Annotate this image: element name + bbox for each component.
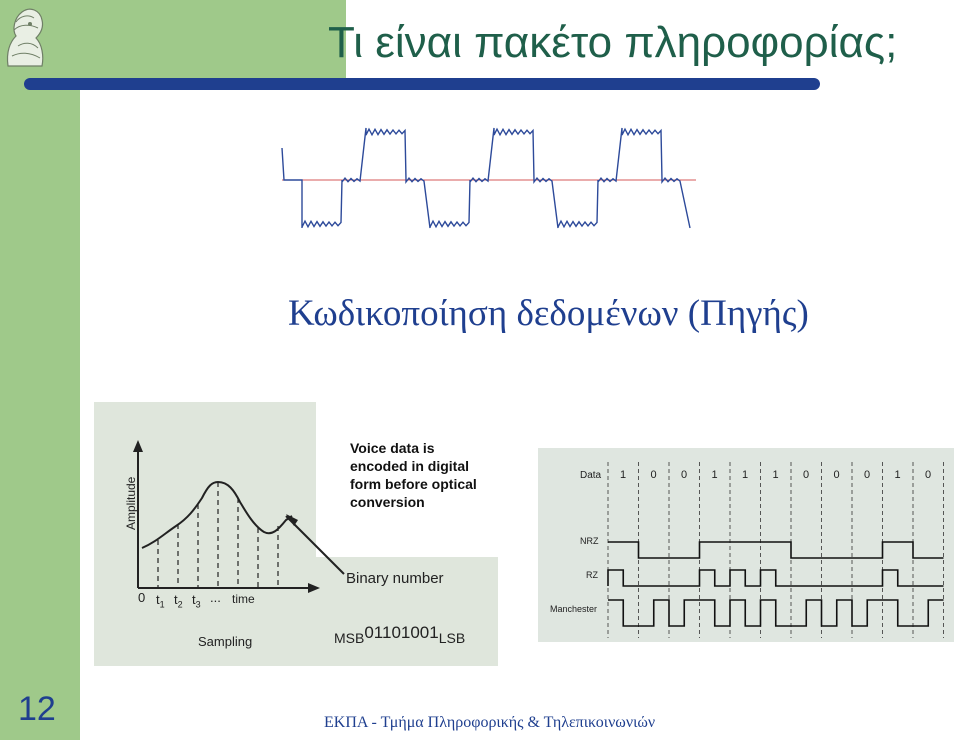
rz-waveform: [608, 570, 944, 586]
footer-text: ΕΚΠΑ - Τμήμα Πληροφορικής & Τηλεπικοινωνιών: [324, 714, 656, 731]
data-bit: 0: [833, 469, 840, 481]
data-bit: 1: [772, 469, 779, 481]
caption-line: Voice data is: [350, 440, 435, 456]
time-tick-letter: t: [174, 592, 178, 607]
caption-line: conversion: [350, 494, 425, 510]
caption-line: form before optical: [350, 476, 477, 492]
nrz-waveform: [608, 542, 944, 558]
time-tick-t3: [192, 592, 201, 610]
page-number: 12: [18, 690, 56, 728]
time-tick-subscript: 2: [177, 599, 183, 610]
data-bit: 0: [650, 469, 657, 481]
lsb-label: LSB: [438, 630, 466, 646]
data-bit: 0: [803, 469, 810, 481]
caption-line: encoded in digital: [350, 458, 470, 474]
nrz-row-label: NRZ: [580, 536, 599, 546]
data-bit: 0: [681, 469, 688, 481]
time-axis-label: time: [232, 592, 255, 606]
slide-title: Τι είναι πακέτο πληροφορίας;: [328, 18, 898, 67]
encoding-diagram: [538, 448, 954, 642]
data-bit: 1: [620, 469, 627, 481]
manchester-row-label: Manchester: [550, 604, 598, 614]
time-tick-zero: 0: [138, 590, 146, 605]
sampling-label: Sampling: [198, 634, 253, 649]
binary-value: [334, 623, 466, 648]
time-tick-ellipsis: ...: [210, 590, 221, 605]
data-bit: 0: [925, 469, 932, 481]
header-band: [0, 0, 346, 82]
rz-row-label: RZ: [586, 570, 598, 580]
amplitude-axis-label: Amplitude: [124, 476, 138, 530]
university-logo-icon: [2, 2, 46, 72]
time-tick-letter: t: [192, 592, 196, 607]
data-bit: 1: [742, 469, 749, 481]
binary-number-label: Binary number: [346, 570, 444, 587]
time-tick-letter: t: [156, 592, 160, 607]
title-underline-bar: [24, 78, 820, 90]
data-bit: 1: [894, 469, 901, 481]
time-tick-t2: [174, 592, 183, 610]
time-tick-subscript: 3: [195, 599, 201, 610]
corner-curve: [80, 82, 140, 142]
data-bit: 0: [864, 469, 871, 481]
sidebar-band: [0, 0, 80, 740]
binary-bits: 01101001: [364, 623, 439, 642]
slide-subtitle: Κωδικοποίηση δεδομένων (Πηγής): [288, 293, 809, 334]
data-row-label: Data: [580, 470, 602, 481]
manchester-waveform: [608, 600, 944, 626]
line-encoding-figure: [538, 448, 954, 642]
msb-label: MSB: [334, 630, 365, 646]
time-tick-t1: [156, 592, 165, 610]
time-tick-subscript: 1: [159, 599, 165, 610]
square-wave-signal: [280, 118, 700, 242]
sampling-figure: [94, 402, 498, 666]
voice-data-caption: [350, 439, 477, 511]
data-bit: 1: [711, 469, 718, 481]
